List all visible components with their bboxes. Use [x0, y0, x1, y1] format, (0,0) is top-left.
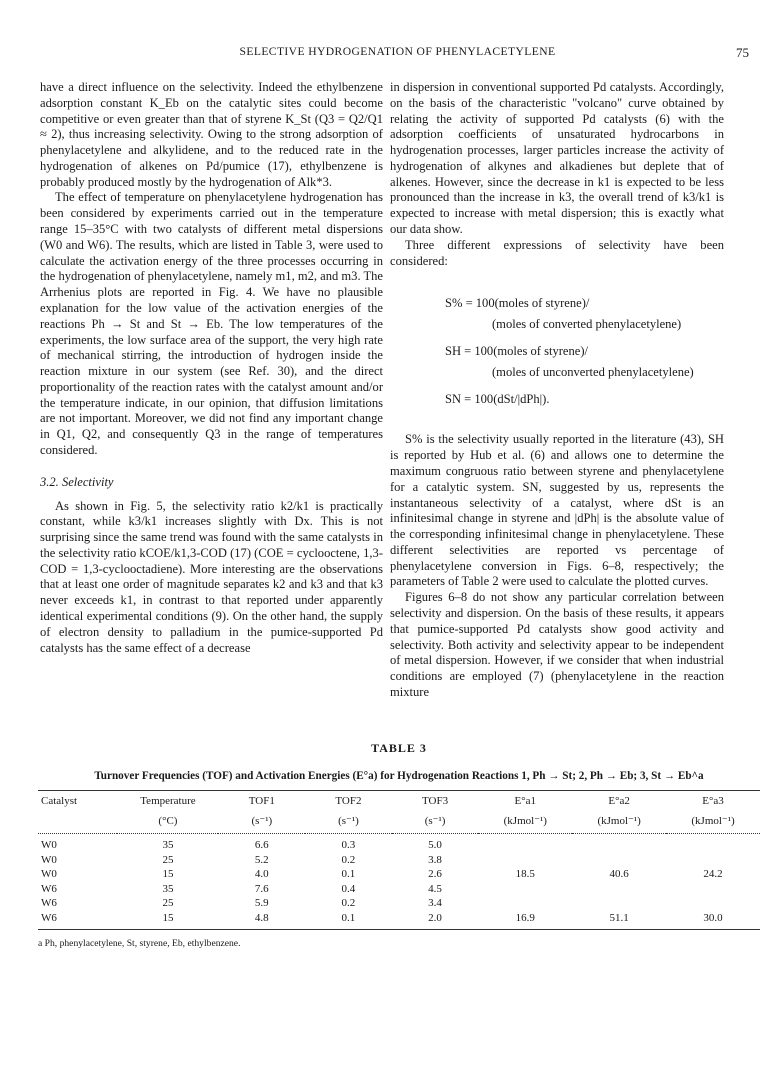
selectivity-equations: [390, 293, 724, 410]
table-cell: 35: [162, 882, 174, 895]
table-cell: 16.9: [478, 911, 572, 930]
table-cell: 7.6: [254, 882, 269, 895]
table-caption: Turnover Frequencies (TOF) and Activation Energies (E°a) for Hydrogenation Reactions 1, Ph → St; 2, Ph → Eb; 3, St → Eb^a: [94, 770, 704, 782]
col-header-catalyst: Catalyst: [38, 791, 117, 812]
table-cell: W0: [41, 868, 57, 881]
unit-tof1: (s⁻¹): [218, 811, 305, 834]
table-cell: 5.2: [254, 853, 269, 866]
table-cell: 15: [162, 868, 174, 881]
table-cell: 0.2: [341, 897, 356, 910]
unit-ea1: (kJmol⁻¹): [478, 811, 572, 834]
col-header-tof2: TOF2: [305, 791, 392, 812]
col-header-tof3: TOF3: [392, 791, 479, 812]
table-cell: W0: [41, 853, 57, 866]
table-cell: W6: [38, 911, 117, 930]
page-number: 75: [736, 45, 749, 60]
right-paragraph-3: S% is the selectivity usually reported in the literature (43), SH is reported by Hub et al. (6) and allows one to determine the maximum congruous ratio between styrene and phenylacetylene for a catalytic system. SN, suggested by us, represents the instantaneous selectivity of a catalyst, where dSt is an infinitesimal change in styrene and |dPh| is the absolute value of the corresponding infinitesimal change in phenylacetylene. These different selectivities are reported vs percentage of phenylacetylene conversion in Figs. 6–8, respectively; the parameters of Table 2 were used to calculate the plotted curves.: [390, 432, 724, 589]
unit-ea2: (kJmol⁻¹): [572, 811, 666, 834]
equation-s-percent-denominator: (moles of converted phenylacetylene): [492, 317, 682, 332]
col-header-ea3: E°a3: [666, 791, 760, 812]
table-cell: 51.1: [572, 911, 666, 930]
table-cell: W6: [41, 897, 57, 910]
unit-temperature: (°C): [117, 811, 218, 834]
unit-tof3: (s⁻¹): [392, 811, 479, 834]
table-cell: [666, 834, 760, 853]
table-cell: 0.3: [341, 839, 356, 852]
table-cell: 30.0: [666, 911, 760, 930]
col-header-ea2: E°a2: [572, 791, 666, 812]
right-paragraph-4: Figures 6–8 do not show any particular correlation between selectivity and dispersion. On the basis of these results, it appears that pumice-supported Pd catalysts show good activity and selectivity. Both activity and selectivity appear to be independent of metal dispersion. However, if we consider that when industrial conditions are employed (7) (phenylacetylene in the reaction mixture: [390, 590, 724, 699]
table-cell: [478, 882, 572, 897]
right-paragraph-2: Three different expressions of selectivity have been considered:: [390, 237, 724, 268]
table-cell: 6.6: [254, 839, 269, 852]
table-cell: 5.0: [428, 839, 442, 852]
equation-s-n: SN = 100(dSt/|dPh|).: [445, 392, 550, 407]
equation-s-h: SH = 100(moles of styrene)/: [445, 344, 588, 359]
table-cell: 15: [117, 911, 218, 930]
table-cell: [666, 882, 760, 897]
table-row: [38, 911, 760, 930]
table-cell: 4.5: [428, 882, 442, 895]
table-cell: 3.4: [428, 897, 442, 910]
table-cell: [572, 882, 666, 897]
col-header-ea1: E°a1: [478, 791, 572, 812]
table-cell: 0.4: [341, 882, 356, 895]
table-cell: 4.0: [254, 868, 269, 881]
table-header-row: [38, 791, 760, 812]
col-header-tof1: TOF1: [218, 791, 305, 812]
left-paragraph-1: have a direct influence on the selectivity. Indeed the ethylbenzene adsorption constant K_Eb on the catalytic sites could become competitive or even greater than that of styrene K_St (Q3 = Q2/Q1 ≈ 2), thus increasing selectivity. Owing to the strong adsorption of phenylacetylene and alkylidene, and to the reduced rate in the hydrogenation of alkenes on Pd/pumice (17), ethylbenzene is probably produced mostly by the hydrogenation of Alk*3.: [40, 80, 383, 189]
tof-table: [38, 790, 760, 930]
right-paragraph-1: in dispersion in conventional supported Pd catalysts. Accordingly, on the basis of the characteristic "volcano" curve obtained by relating the activity of supported Pd catalysts (6) with the adsorption coefficients of unsaturated hydrocarbons in hydrogenation processes, larger particles increase the activity of hydrogenation of alkynes and alkadienes but deplete that of alkenes. However, since the decrease in k1 is expected to be less pronounced than the increase in k3, the overall trend of k3/k1 is expected to increase with metal dispersion; this is exactly what our data show.: [390, 80, 724, 237]
table-cell: 24.2: [703, 868, 723, 881]
table-cell: [478, 896, 572, 911]
table-cell: 5.9: [254, 897, 269, 910]
table-row: [38, 867, 760, 882]
right-column: [390, 80, 724, 701]
table-cell: 25: [162, 853, 174, 866]
table-row: [38, 853, 760, 868]
table-cell: 3.8: [428, 853, 442, 866]
table-cell: 25: [162, 897, 174, 910]
table-cell: [572, 834, 666, 853]
section-heading-selectivity: 3.2. Selectivity: [40, 474, 114, 489]
table-cell: 4.8: [218, 911, 305, 930]
left-paragraph-3: As shown in Fig. 5, the selectivity ratio k2/k1 is practically constant, while k3/k1 increases slightly with Dx. This is not surprising since the same trend was found with the same catalysts in the selectivity ratio kCOE/k1,3-COD (17) (COE = cyclooctene, 1,3-COD = 1,3-cyclooctadiene). More interesting are the observations that at least one order of magnitude separates k2 and k3 and that k3 never exceeds k1, in contrast to that reported under apparently identical experimental conditions (9). On the other hand, the supply of electron density to palladium in the pumice-supported Pd catalysts has the same effect of a decrease: [40, 498, 383, 655]
table-cell: 35: [162, 839, 174, 852]
unit-tof2: (s⁻¹): [305, 811, 392, 834]
table-cell: 2.0: [392, 911, 479, 930]
table-footnote: a Ph, phenylacetylene, St, styrene, Eb, ethylbenzene.: [38, 938, 241, 949]
unit-catalyst: [38, 811, 117, 834]
left-paragraph-2: The effect of temperature on phenylacetylene hydrogenation has been considered by experiments carried out in the temperature range 15–35°C with two catalysts of different metal dispersions (W0 and W6). The results, which are listed in Table 3, were used to calculate the activation energy of the three processes occurring in the hydrogenation of phenylacetylene, namely m1, m2, and m3. The Arrhenius plots are reported in Fig. 4. We have no plausible explanation for the low value of the activation energies of the reactions Ph → St and St → Eb. The low temperatures of the experiments, the low surface area of the support, the very high rate of mechanical stirring, the introduction of hydrogen inside the reaction mixture in our system (see Ref. 30), and the direct proportionality of the reaction rates with the catalyst amount and/or the temperature indicate, in our opinion, that diffusion limitations are not important. Moreover, we did not find any important change in Q1, Q2, and consequently Q3 in the range of temperatures considered.: [40, 190, 383, 457]
unit-ea3: (kJmol⁻¹): [666, 811, 760, 834]
running-title: SELECTIVE HYDROGENATION OF PHENYLACETYLENE: [239, 45, 556, 58]
table-units-row: [38, 811, 760, 834]
table-row: [38, 882, 760, 897]
table-cell: 2.6: [428, 868, 442, 881]
table-cell: [572, 896, 666, 911]
table-row: [38, 896, 760, 911]
table-cell: [666, 896, 760, 911]
equation-s-h-denominator: (moles of unconverted phenylacetylene): [492, 365, 694, 380]
table-cell: 0.1: [305, 911, 392, 930]
table-label: TABLE 3: [371, 741, 427, 755]
table-cell: 40.6: [609, 868, 629, 881]
table-cell: [478, 834, 572, 853]
table-cell: W6: [41, 882, 57, 895]
table-cell: 0.1: [341, 868, 356, 881]
table-cell: W0: [41, 839, 57, 852]
table-row: [38, 834, 760, 853]
table-cell: 0.2: [341, 853, 356, 866]
col-header-temperature: Temperature: [117, 791, 218, 812]
table-cell: [572, 853, 666, 868]
left-column: [40, 80, 383, 656]
table-3: [38, 741, 760, 949]
table-cell: 18.5: [515, 868, 535, 881]
equation-s-percent: S% = 100(moles of styrene)/: [445, 296, 590, 311]
table-cell: [478, 853, 572, 868]
running-head: [40, 45, 755, 61]
table-cell: [666, 853, 760, 868]
